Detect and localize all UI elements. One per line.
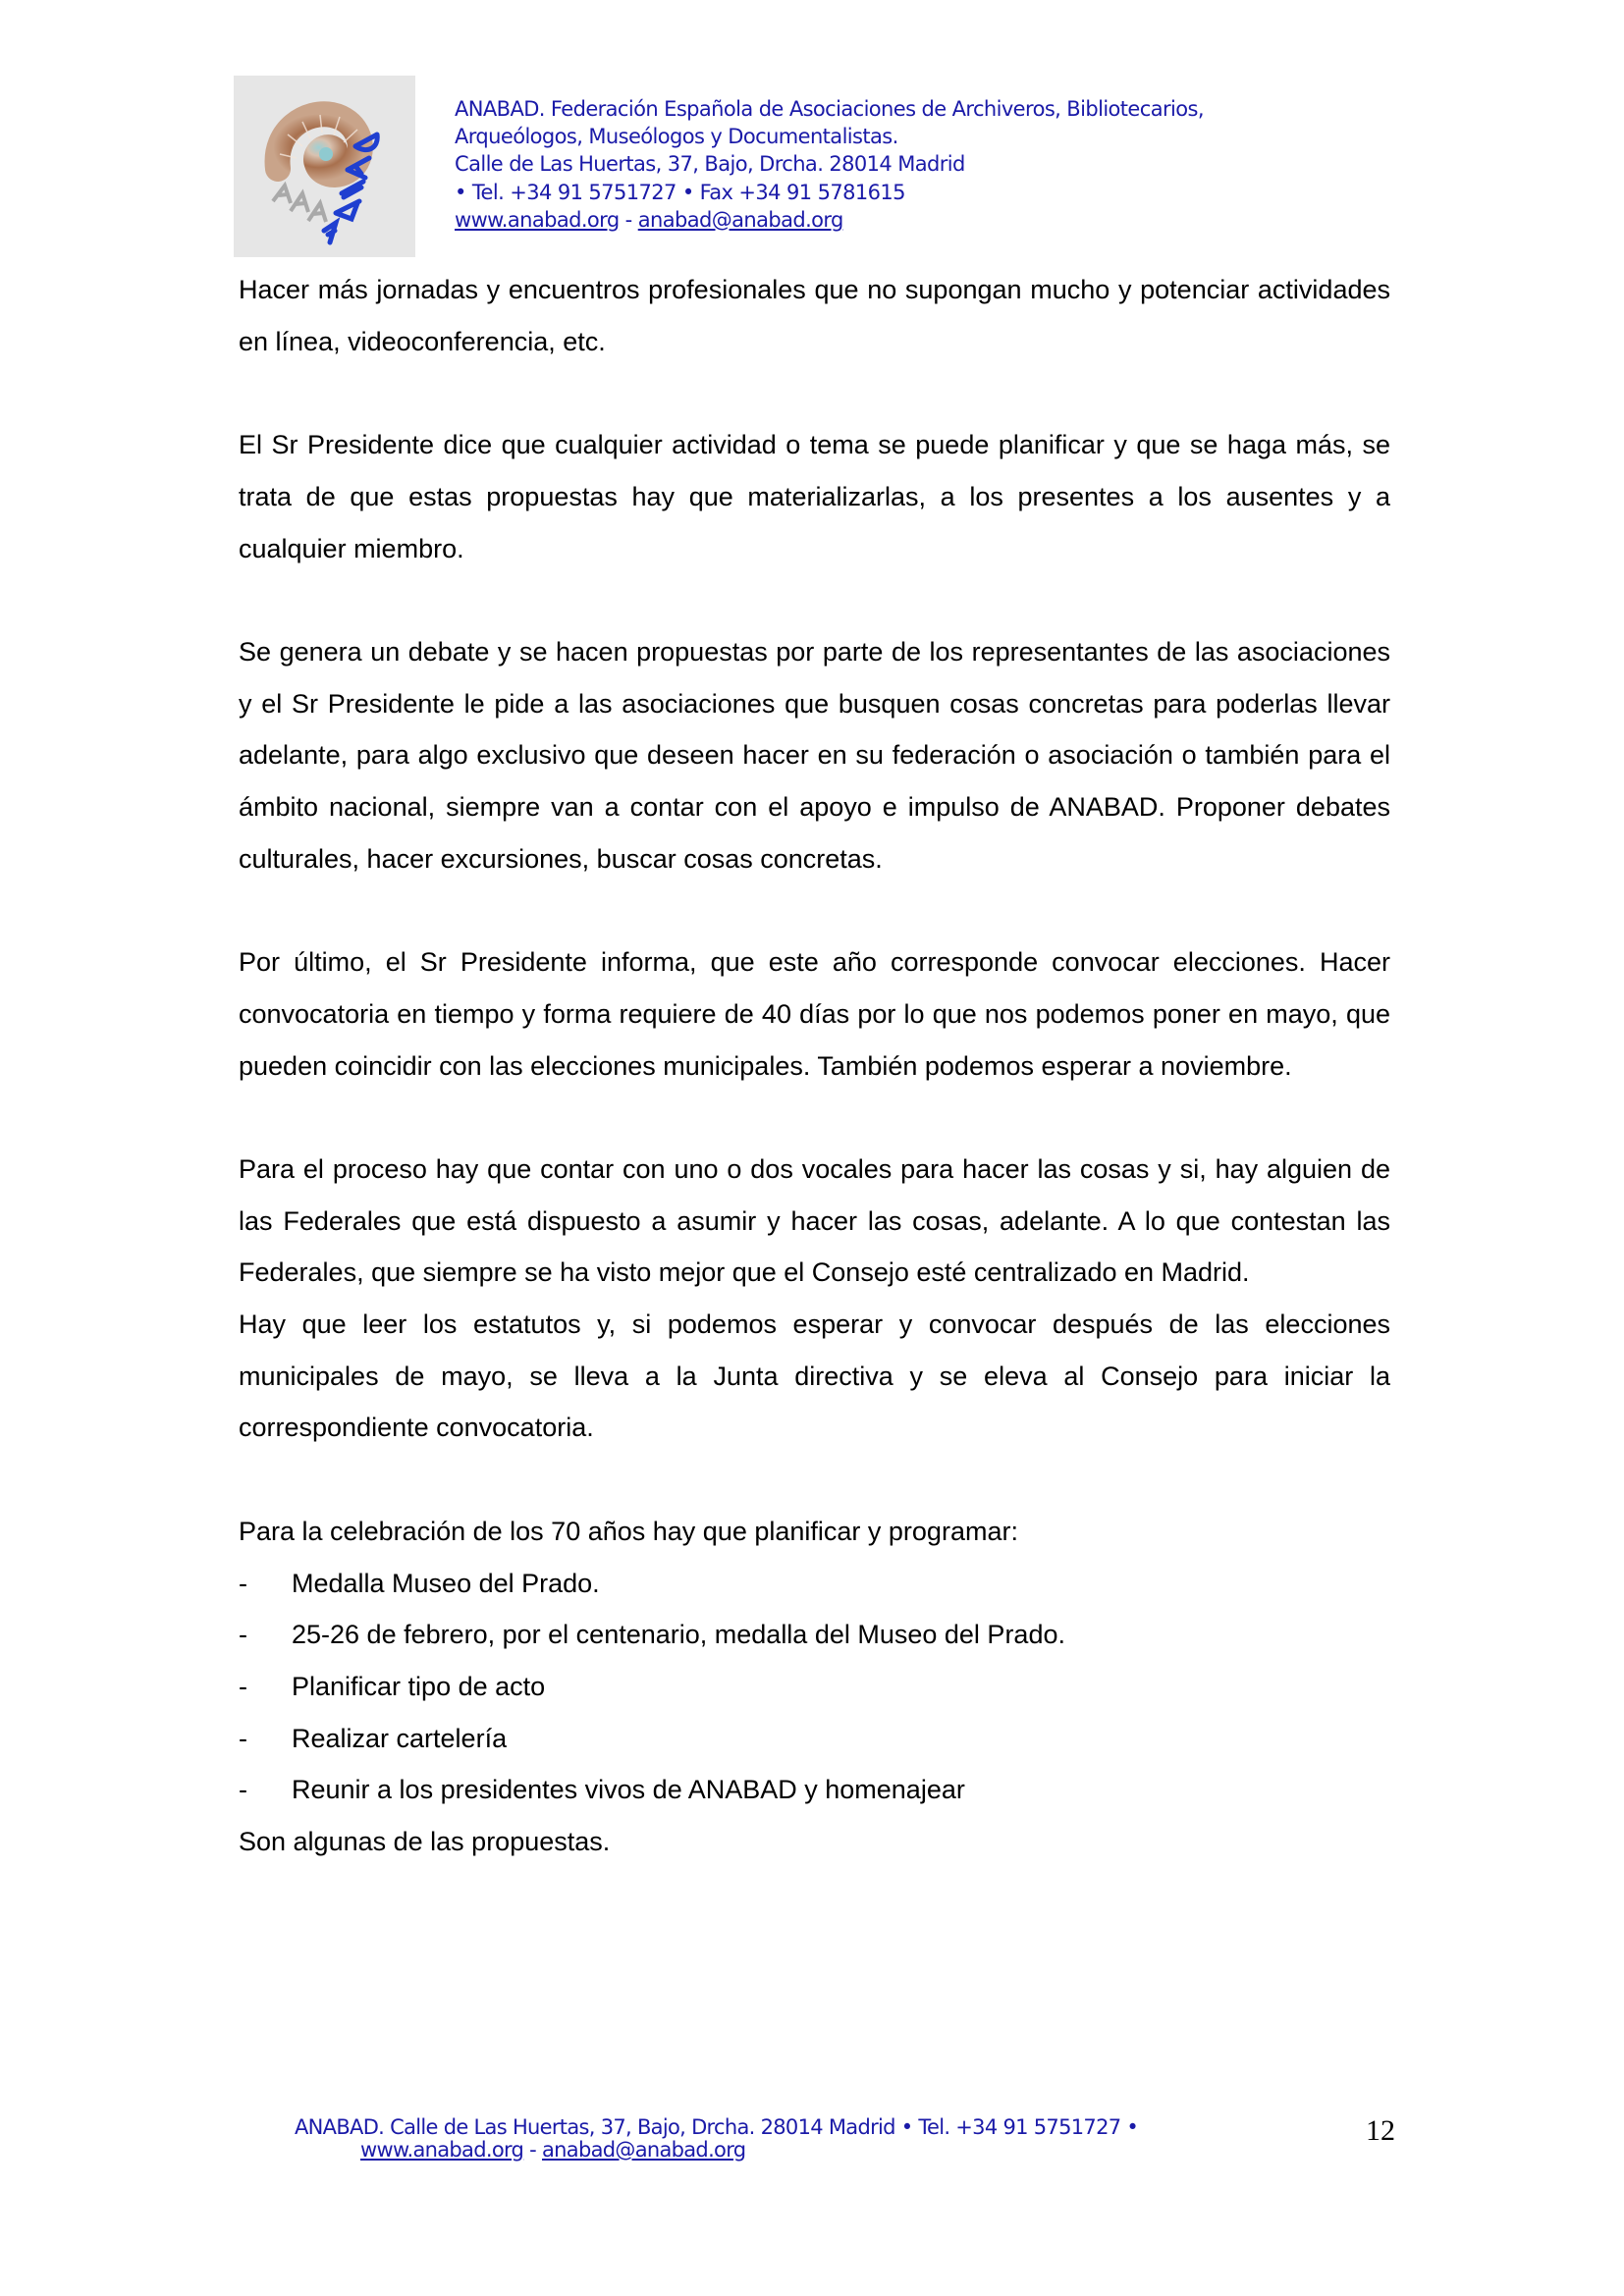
- paragraph: Por último, el Sr Presidente informa, que este año corresponde convocar elecciones. Hacer convocatoria en tiempo y forma requiere de 40 días por lo que nos podemos poner en mayo, que pueden coincidir con las elecciones municipales. También podemos esperar a noviembre.: [239, 947, 1390, 1081]
- footer-link-separator: -: [523, 2138, 543, 2162]
- paragraph: Hacer más jornadas y encuentros profesionales que no supongan mucho y potenciar actividades en línea, videoconferencia, etc.: [239, 275, 1390, 356]
- list-dash: -: [239, 1671, 247, 1701]
- letterhead-links: [455, 206, 1436, 234]
- list-dash: -: [239, 1775, 247, 1805]
- email-link[interactable]: anabad@anabad.org: [637, 207, 843, 232]
- page-footer: [295, 2116, 1345, 2162]
- list-item-text: Realizar cartelería: [292, 1723, 508, 1753]
- list-item-text: Medalla Museo del Prado.: [292, 1568, 600, 1598]
- letterhead-org-line: ANABAD. Federación Española de Asociaciones de Archiveros, Bibliotecarios,: [455, 97, 1204, 121]
- list-item-text: 25-26 de febrero, por el centenario, medalla del Museo del Prado.: [292, 1620, 1065, 1650]
- list-intro: Para la celebración de los 70 años hay que planificar y programar:: [239, 1516, 1018, 1546]
- proposal-list: [239, 1558, 1390, 1817]
- list-dash: -: [239, 1568, 247, 1598]
- list-dash: -: [239, 1620, 247, 1650]
- paragraph: Hay que leer los estatutos y, si podemos esperar y convocar después de las elecciones municipales de mayo, se lleva a la Junta directiva y se eleva al Consejo para iniciar la correspondiente convocatoria.: [239, 1309, 1390, 1443]
- list-item: [239, 1558, 1390, 1610]
- list-item: [239, 1609, 1390, 1661]
- list-item: [239, 1764, 1390, 1816]
- list-item-text: Planificar tipo de acto: [292, 1671, 546, 1701]
- anabad-logo: [234, 76, 415, 257]
- page-number: 12: [1366, 2114, 1395, 2147]
- letterhead: [455, 95, 1436, 234]
- footer-website-link[interactable]: www.anabad.org: [360, 2138, 524, 2162]
- footer-address: ANABAD. Calle de Las Huertas, 37, Bajo, Drcha. 28014 Madrid • Tel. +34 91 5751727 •: [295, 2115, 1139, 2139]
- paragraph: Se genera un debate y se hacen propuestas por parte de los representantes de las asociaciones y el Sr Presidente le pide a las asociaciones que busquen cosas concretas para poderlas llevar adelante, para algo exclusivo que deseen hacer en su federación o asociación o también para el ámbito nacional, siempre van a contar con el apoyo e impulso de ANABAD. Proponer debates culturales, hacer excursiones, buscar cosas concretas.: [239, 636, 1390, 874]
- closing-sentence: Son algunas de las propuestas.: [239, 1827, 611, 1857]
- footer-links: [295, 2139, 1345, 2162]
- letterhead-phone-fax: • Tel. +34 91 5751727 • Fax +34 91 5781615: [455, 180, 905, 204]
- nautilus-shell-logo-icon: [234, 76, 415, 257]
- footer-email-link[interactable]: anabad@anabad.org: [542, 2138, 746, 2162]
- paragraph: Para el proceso hay que contar con uno o dos vocales para hacer las cosas y si, hay alguien de las Federales que está dispuesto a asumir y hacer las cosas, adelante. A lo que contestan las Federales, que siempre se ha visto mejor que el Consejo esté centralizado en Madrid.: [239, 1153, 1390, 1288]
- list-item-text: Reunir a los presidentes vivos de ANABAD y homenajear: [292, 1775, 965, 1805]
- letterhead-address: Calle de Las Huertas, 37, Bajo, Drcha. 28014 Madrid: [455, 152, 965, 177]
- letterhead-org-line-2: Arqueólogos, Museólogos y Documentalistas.: [455, 125, 898, 149]
- paragraph: El Sr Presidente dice que cualquier actividad o tema se puede planificar y que se haga más, se trata de que estas propuestas hay que materializarlas, a los presentes a los ausentes y a cualquier miembro.: [239, 430, 1390, 563]
- list-item: [239, 1661, 1390, 1713]
- document-body: [239, 264, 1390, 1868]
- website-link[interactable]: www.anabad.org: [455, 207, 620, 232]
- list-dash: -: [239, 1723, 247, 1753]
- link-separator: -: [619, 207, 638, 232]
- list-item: [239, 1713, 1390, 1765]
